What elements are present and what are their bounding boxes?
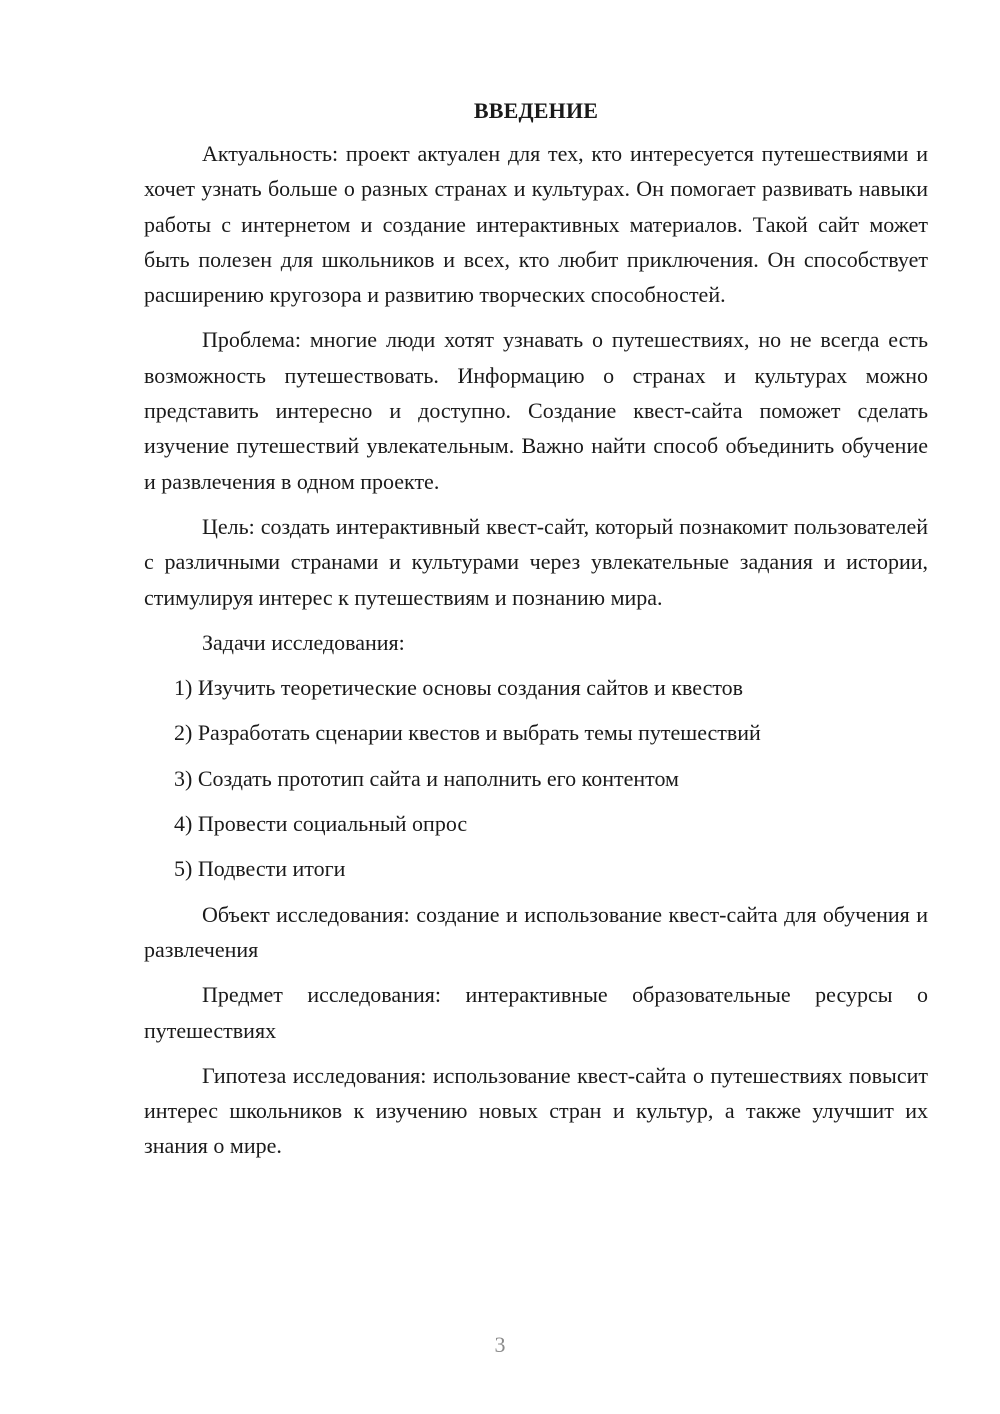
problem-paragraph: Проблема: многие люди хотят узнавать о путешествиях, но не всегда есть возможность путешествовать. Информацию о странах и культурах можно представить интересно и доступно. Создание квест-сайта поможет сделать изучение путешествий увлекательным. Важно найти способ объединить обучение и развлечения в одном проекте. [144,327,928,494]
object-paragraph: Объект исследования: создание и использование квест-сайта для обучения и развлечения [144,901,928,962]
relevance-paragraph: Актуальность: проект актуален для тех, кто интересуется путешествиями и хочет узнать больше о разных странах и культурах. Он помогает развивать навыки работы с интернетом и создание интерактивных материалов. Такой сайт может быть полезен для школьников и всех, кто любит приключения. Он способствует расширению кругозора и развитию творческих способностей. [144,141,928,308]
goal-paragraph: Цель: создать интерактивный квест-сайт, который познакомит пользователей с различными странами и культурами через увлекательные задания и истории, стимулируя интерес к путешествиям и познанию мира. [144,513,928,610]
task-item: 5) Подвести итоги [174,856,346,882]
task-item: 2) Разработать сценарии квестов и выбрать темы путешествий [174,720,761,746]
hypothesis-paragraph: Гипотеза исследования: использование квест-сайта о путешествиях повысит интерес школьников к изучению новых стран и культур, а также улучшит их знания о мире. [144,1062,928,1159]
page-number: 3 [494,1332,506,1357]
tasks-list [144,670,928,886]
task-item: 1) Изучить теоретические основы создания сайтов и квестов [174,675,744,701]
page-title: ВВЕДЕНИЕ [473,98,599,123]
tasks-heading: Задачи исследования: [202,629,405,655]
document-body [144,93,928,1174]
subject-paragraph: Предмет исследования: интерактивные образовательные ресурсы о путешествиях [144,982,928,1043]
task-item: 3) Создать прототип сайта и наполнить его контентом [174,765,679,791]
task-item: 4) Провести социальный опрос [174,811,468,837]
